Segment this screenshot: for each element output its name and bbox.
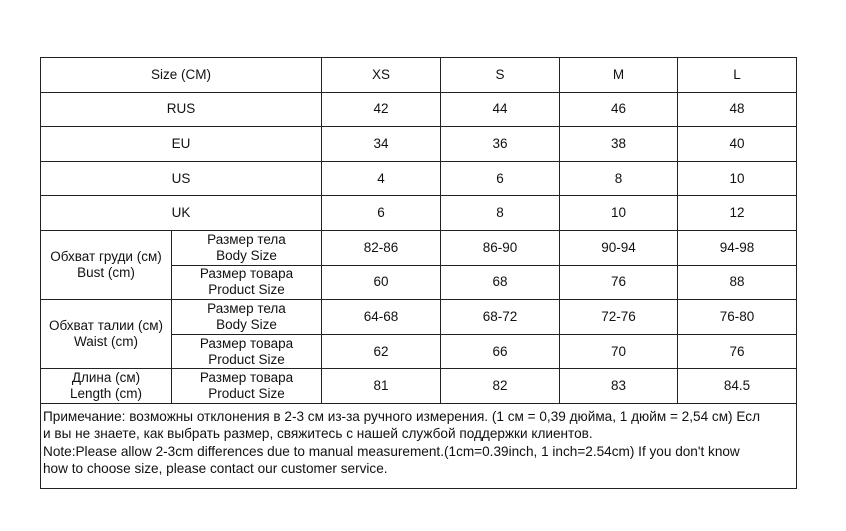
cell-rus-m: 46 (560, 92, 678, 127)
row-label-rus: RUS (41, 92, 322, 127)
row-rus (41, 92, 797, 127)
measurement-note (41, 403, 797, 488)
cell-eu-l: 40 (678, 127, 797, 162)
row-label-uk: UK (41, 196, 322, 231)
cell-uk-s: 8 (441, 196, 560, 231)
cell-rus-s: 44 (441, 92, 560, 127)
size-header-xs: XS (322, 58, 441, 93)
cell-eu-xs: 34 (322, 127, 441, 162)
length-label (41, 369, 172, 404)
bust-product-size-en: Product Size (208, 282, 285, 298)
cell-length-product-m: 83 (560, 369, 678, 404)
cell-us-l: 10 (678, 161, 797, 196)
cell-bust-product-s: 68 (441, 265, 560, 300)
waist-label (41, 300, 172, 369)
row-us (41, 161, 797, 196)
cell-waist-product-m: 70 (560, 334, 678, 369)
cell-waist-product-xs: 62 (322, 334, 441, 369)
cell-length-product-xs: 81 (322, 369, 441, 404)
length-product-size-ru: Размер товара (199, 370, 294, 386)
waist-body-size-ru: Размер тела (207, 300, 286, 316)
cell-bust-product-l: 88 (678, 265, 797, 300)
waist-label-ru: Обхват талии (см) (49, 318, 163, 334)
cell-us-xs: 4 (322, 161, 441, 196)
cell-us-s: 6 (441, 161, 560, 196)
cell-bust-body-l: 94-98 (678, 230, 797, 265)
cell-bust-body-s: 86-90 (441, 230, 560, 265)
cell-bust-body-xs: 82-86 (322, 230, 441, 265)
length-label-ru: Длина (см) (71, 370, 141, 386)
cell-bust-product-m: 76 (560, 265, 678, 300)
cell-waist-product-l: 76 (678, 334, 797, 369)
row-eu (41, 127, 797, 162)
cell-waist-body-s: 68-72 (441, 300, 560, 335)
note-line-3: Note:Please allow 2-3cm differences due to manual measurement.(1cm=0.39inch, 1 inch=2.54cm) If you don't know (43, 443, 740, 459)
note-line-4: how to choose size, please contact our customer service. (43, 461, 388, 477)
cell-waist-product-s: 66 (441, 334, 560, 369)
note-line-1: Примечание: возможны отклонения в 2-3 см из-за ручного измерения. (1 см = 0,39 дюйма, 1 дюйм = 2,54 см) Есл (43, 408, 760, 424)
size-header-s: S (441, 58, 560, 93)
row-label-eu: EU (41, 127, 322, 162)
cell-length-product-s: 82 (441, 369, 560, 404)
waist-label-en: Waist (cm) (74, 334, 138, 350)
length-product-size-label (172, 369, 322, 404)
row-label-us: US (41, 161, 322, 196)
bust-product-size-ru: Размер товара (199, 266, 294, 282)
cell-waist-body-l: 76-80 (678, 300, 797, 335)
cell-waist-body-xs: 64-68 (322, 300, 441, 335)
cell-us-m: 8 (560, 161, 678, 196)
length-label-en: Length (cm) (69, 386, 143, 402)
header-size-cm: Size (CM) (41, 58, 322, 93)
bust-body-size-en: Body Size (216, 247, 277, 263)
size-chart-table (40, 57, 797, 489)
waist-body-size-label (172, 300, 322, 335)
waist-product-size-en: Product Size (208, 351, 285, 367)
bust-body-size-ru: Размер тела (207, 231, 286, 247)
note-row (41, 403, 797, 488)
cell-bust-body-m: 90-94 (560, 230, 678, 265)
cell-rus-xs: 42 (322, 92, 441, 127)
bust-body-size-label (172, 230, 322, 265)
note-line-2: и вы не знаете, как выбрать размер, свяжитесь с нашей службой поддержки клиентов. (43, 426, 593, 442)
cell-waist-body-m: 72-76 (560, 300, 678, 335)
cell-eu-m: 38 (560, 127, 678, 162)
cell-uk-l: 12 (678, 196, 797, 231)
waist-product-size-ru: Размер товара (199, 335, 294, 351)
bust-product-size-label (172, 265, 322, 300)
row-bust-body (41, 230, 797, 265)
header-row (41, 58, 797, 93)
cell-length-product-l: 84.5 (678, 369, 797, 404)
bust-label-en: Bust (cm) (77, 265, 135, 281)
cell-uk-xs: 6 (322, 196, 441, 231)
size-header-m: M (560, 58, 678, 93)
row-uk (41, 196, 797, 231)
cell-eu-s: 36 (441, 127, 560, 162)
bust-label-ru: Обхват груди (см) (50, 249, 162, 265)
row-length-product (41, 369, 797, 404)
waist-product-size-label (172, 334, 322, 369)
size-header-l: L (678, 58, 797, 93)
row-waist-body (41, 300, 797, 335)
cell-rus-l: 48 (678, 92, 797, 127)
bust-label (41, 230, 172, 299)
length-product-size-en: Product Size (208, 386, 285, 402)
cell-uk-m: 10 (560, 196, 678, 231)
waist-body-size-en: Body Size (216, 316, 277, 332)
cell-bust-product-xs: 60 (322, 265, 441, 300)
